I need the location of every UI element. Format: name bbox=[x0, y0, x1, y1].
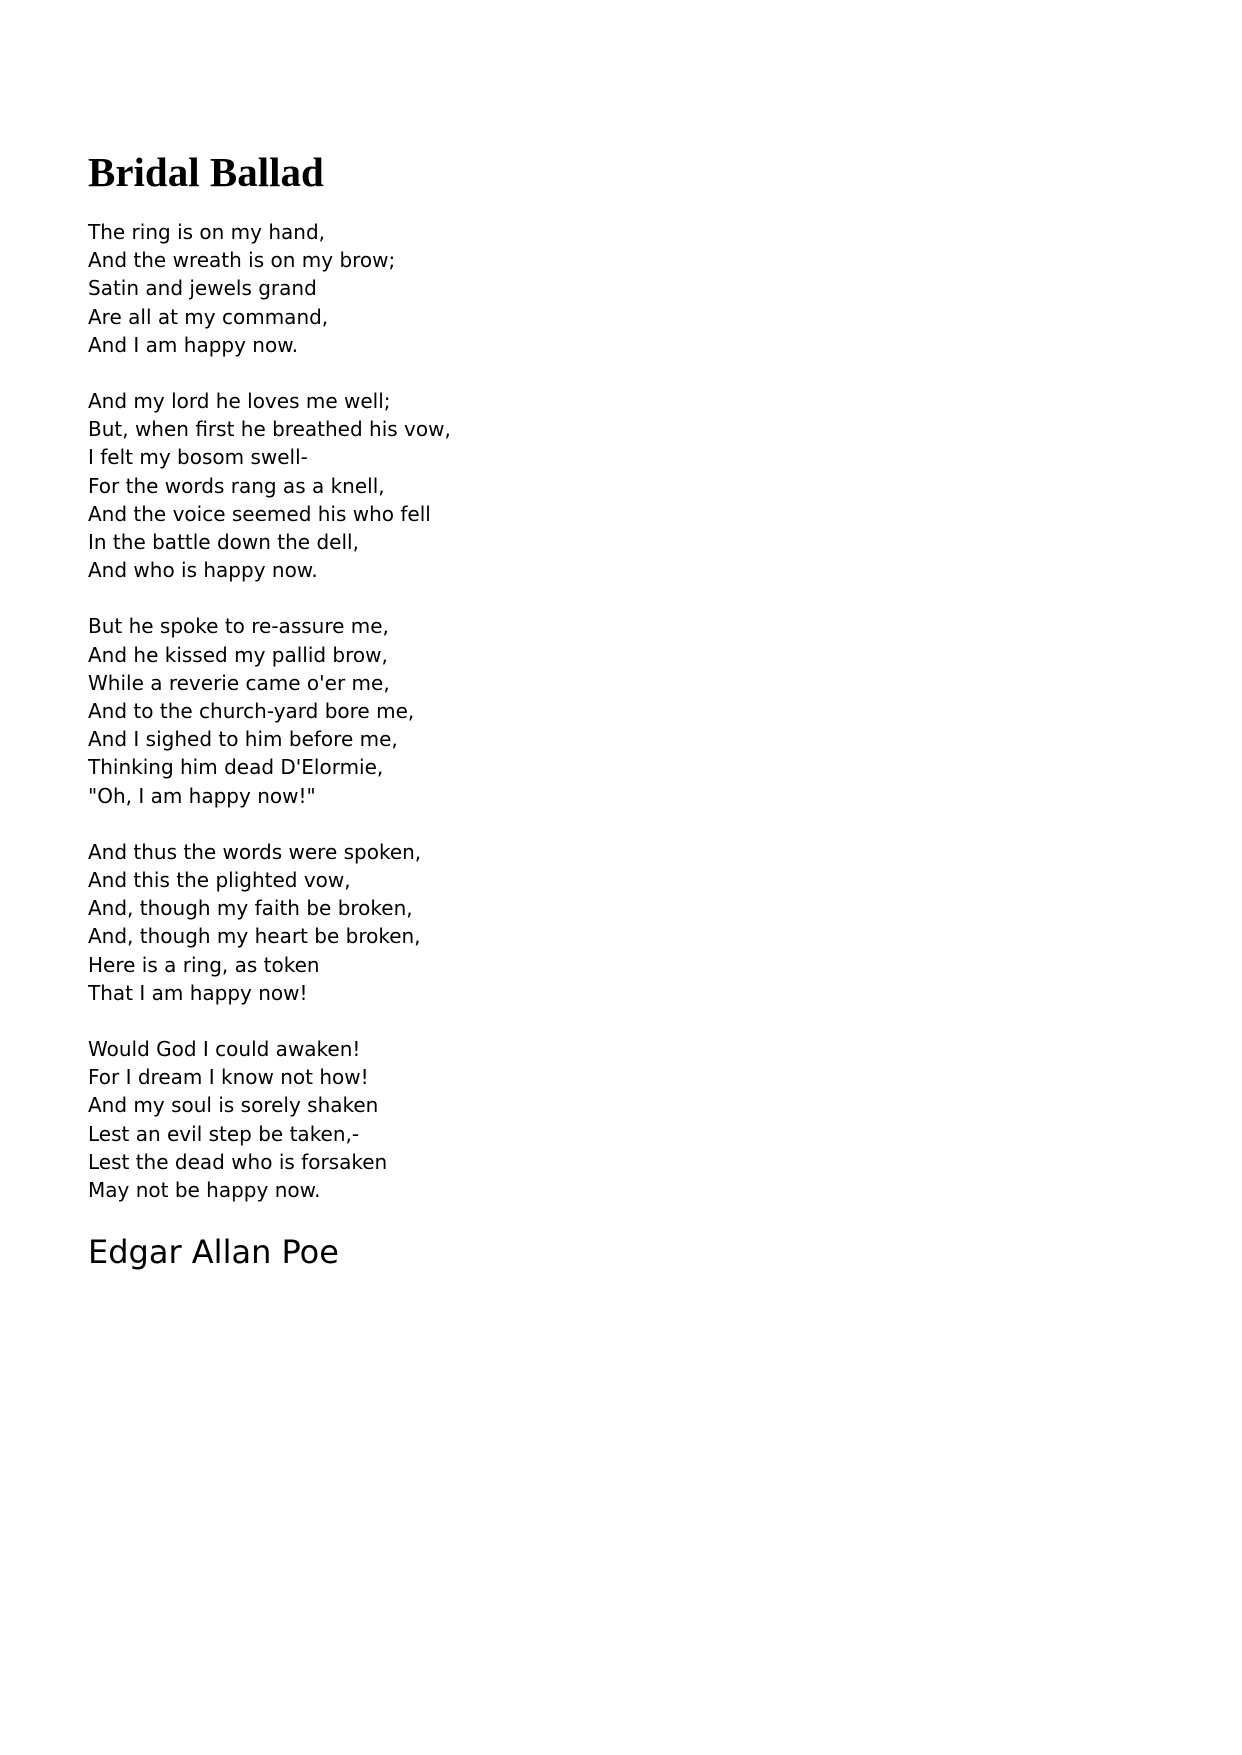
poem-line: I felt my bosom swell- bbox=[88, 445, 308, 470]
stanza-4 bbox=[88, 838, 1168, 1007]
poem-line: And he kissed my pallid brow, bbox=[88, 642, 388, 667]
poem-line: Lest an evil step be taken,- bbox=[88, 1121, 360, 1146]
stanza-2 bbox=[88, 387, 1168, 584]
document-page bbox=[88, 148, 1168, 1272]
poem-line: And, though my heart be broken, bbox=[88, 924, 421, 949]
poem-line: And this the plighted vow, bbox=[88, 868, 351, 893]
poem-title: Bridal Ballad bbox=[88, 149, 324, 195]
poem-line: Lest the dead who is forsaken bbox=[88, 1149, 388, 1174]
poem-line: And I am happy now. bbox=[88, 332, 299, 357]
poem-line: Here is a ring, as token bbox=[88, 952, 320, 977]
poem-line: The ring is on my hand, bbox=[88, 220, 326, 244]
stanza-3 bbox=[88, 612, 1168, 809]
poem-line: For the words rang as a knell, bbox=[88, 473, 385, 498]
poem-line: And the voice seemed his who fell bbox=[88, 501, 431, 526]
poem-line: That I am happy now! bbox=[88, 980, 308, 1005]
poem-line: In the battle down the dell, bbox=[88, 530, 359, 555]
poem-line: And who is happy now. bbox=[88, 558, 318, 583]
poem-line: And to the church-yard bore me, bbox=[88, 699, 415, 724]
stanza-1 bbox=[88, 218, 1168, 359]
stanza-5 bbox=[88, 1035, 1168, 1204]
poem-line: "Oh, I am happy now!" bbox=[88, 783, 316, 808]
poem-line: For I dream I know not how! bbox=[88, 1065, 369, 1090]
poem-line: And thus the words were spoken, bbox=[88, 839, 422, 864]
poem-line: And the wreath is on my brow; bbox=[88, 248, 396, 273]
poem-line: Would God I could awaken! bbox=[88, 1037, 361, 1062]
poem-line: Are all at my command, bbox=[88, 304, 329, 329]
poem-line: And my soul is sorely shaken bbox=[88, 1093, 379, 1118]
poem-line: And, though my faith be broken, bbox=[88, 896, 413, 921]
poem-line: But he spoke to re-assure me, bbox=[88, 614, 389, 639]
poem-author: Edgar Allan Poe bbox=[88, 1233, 339, 1272]
poem-line: But, when first he breathed his vow, bbox=[88, 417, 451, 442]
poem-line: And my lord he loves me well; bbox=[88, 389, 391, 414]
poem-line: While a reverie came o'er me, bbox=[88, 670, 390, 695]
poem-line: Satin and jewels grand bbox=[88, 276, 317, 301]
poem-line: And I sighed to him before me, bbox=[88, 727, 398, 752]
poem-line: May not be happy now. bbox=[88, 1178, 321, 1203]
poem-line: Thinking him dead D'Elormie, bbox=[88, 755, 384, 780]
